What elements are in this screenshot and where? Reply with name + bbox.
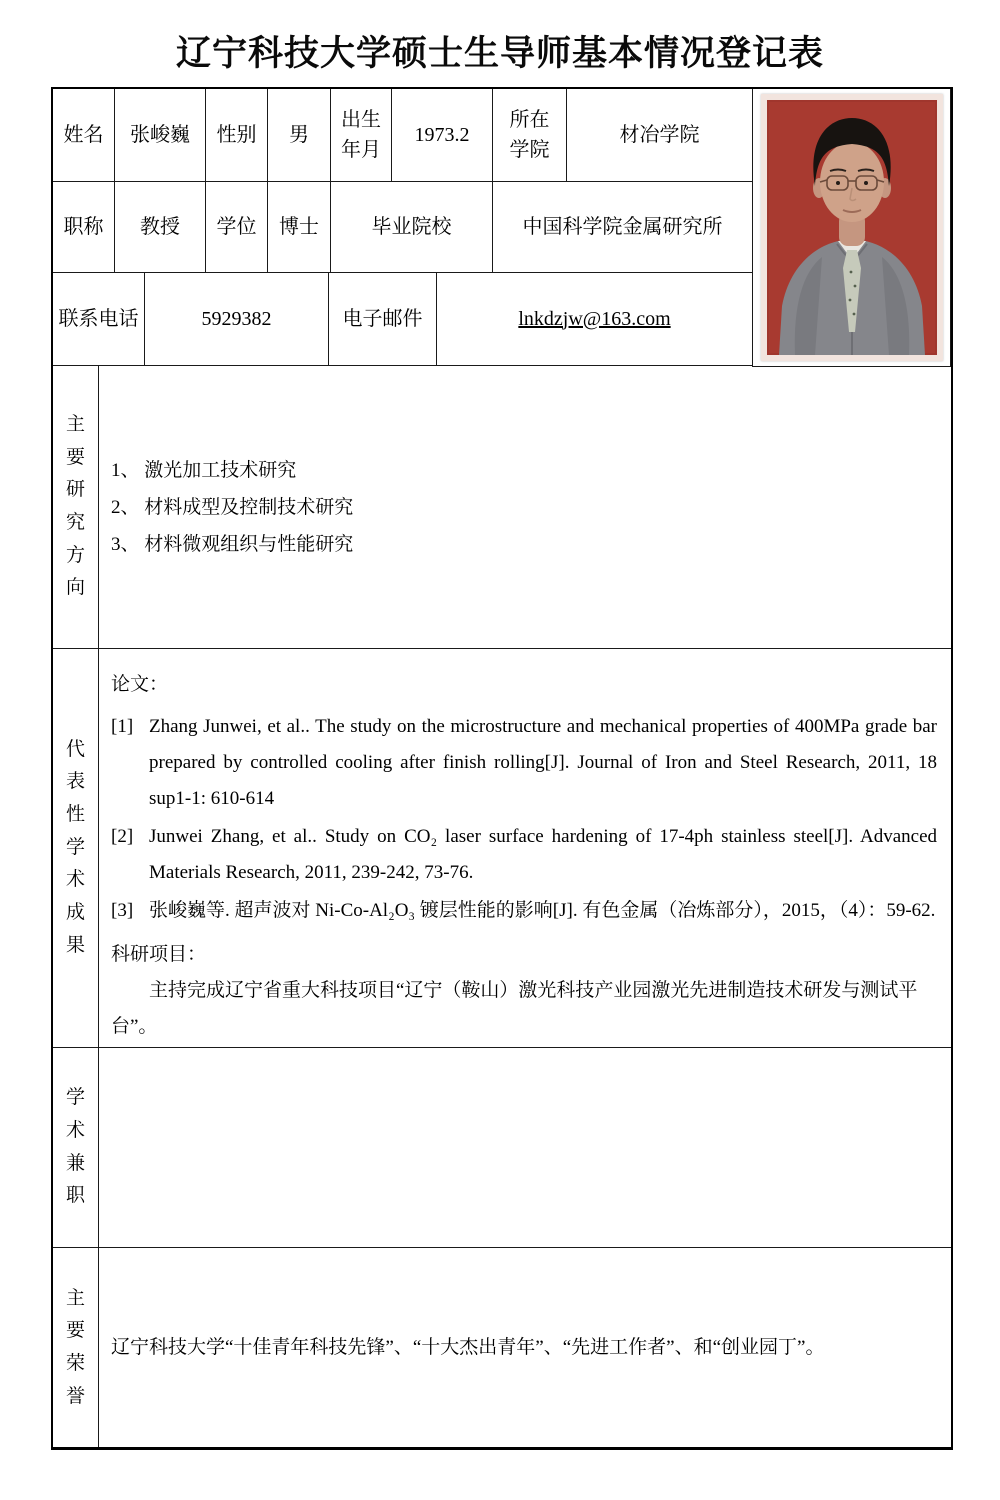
college-value: 材冶学院 [566, 88, 753, 182]
reference-text: 张峻巍等. 超声波对 Ni-Co-Al₂O₃ 镀层性能的影响[J]. 有色金属（冶炼部分），2015，（4）：59-62. [149, 900, 936, 921]
email-label: 电子邮件 [328, 272, 437, 366]
section-positions-content [98, 1047, 952, 1248]
reference-marker: [3] [111, 900, 134, 921]
birth-value: 1973.2 [391, 88, 493, 182]
school-value: 中国科学院金属研究所 [492, 181, 753, 273]
jobtitle-label: 职称 [52, 181, 115, 273]
projects-heading: 科研项目： [111, 944, 207, 965]
section-honors-label-cell [52, 1247, 99, 1449]
section-positions-label-cell [52, 1047, 99, 1248]
school-label: 毕业院校 [330, 181, 493, 273]
birth-label-text: 出生年月 [341, 109, 381, 161]
section-honors-content [98, 1247, 952, 1449]
gender-label: 性别 [205, 88, 268, 182]
portrait-photo [767, 100, 937, 355]
reference-item [111, 893, 937, 929]
college-label-text: 所在学院 [509, 109, 550, 161]
degree-value: 博士 [267, 181, 331, 273]
reference-text: Junwei Zhang, et al.. Study on CO₂ laser surface hardening of 17-4ph stainless steel[J]. Advanced Materials Research, 2011, 239-242, 73-76. [149, 826, 937, 883]
reference-item [111, 709, 937, 817]
jobtitle-value: 教授 [114, 181, 206, 273]
section-research-label: 主要研究方向 [65, 413, 85, 599]
section-honors-label: 主要荣誉 [65, 1287, 85, 1407]
section-achievements-label-cell [52, 648, 99, 1048]
gender-value: 男 [267, 88, 331, 182]
research-item: 2、 材料成型及控制技术研究 [111, 496, 354, 518]
name-label: 姓名 [52, 88, 115, 182]
reference-marker: [2] [111, 826, 134, 847]
reference-item [111, 819, 937, 891]
page-title: 辽宁科技大学硕士生导师基本情况登记表 [175, 34, 824, 73]
email-link[interactable]: lnkdzjw@163.com [518, 307, 671, 330]
section-achievements-content [98, 648, 952, 1048]
section-achievements-label: 代表性学术成果 [65, 738, 85, 956]
degree-label: 学位 [205, 181, 268, 273]
birth-label [330, 88, 392, 182]
section-research-content [98, 365, 952, 649]
reference-text: Zhang Junwei, et al.. The study on the microstructure and mechanical properties of 400MPa grade bar prepared by controlled cooling after finish rolling[J]. Journal of Iron and Steel Research, 2011, 18 sup1-1: 610-614 [149, 716, 937, 809]
photo-frame [761, 94, 943, 361]
research-item: 3、 材料微观组织与性能研究 [111, 533, 354, 555]
college-label [492, 88, 567, 182]
photo-cell [752, 88, 951, 367]
research-item: 1、 激光加工技术研究 [111, 459, 297, 481]
project-text: 主持完成辽宁省重大科技项目“辽宁（鞍山）激光科技产业园激光先进制造技术研发与测试平台”。 [111, 980, 918, 1037]
name-value: 张峻巍 [114, 88, 206, 182]
reference-marker: [1] [111, 716, 134, 737]
phone-value: 5929382 [144, 272, 329, 366]
honors-text: 辽宁科技大学“十佳青年科技先锋”、“十大杰出青年”、“先进工作者”、和“创业园丁”。 [111, 1337, 825, 1358]
email-cell [436, 272, 753, 366]
section-research-label-cell [52, 365, 99, 649]
section-positions-label: 学术兼职 [65, 1087, 85, 1207]
papers-heading: 论文： [111, 674, 169, 695]
phone-label: 联系电话 [52, 272, 145, 366]
